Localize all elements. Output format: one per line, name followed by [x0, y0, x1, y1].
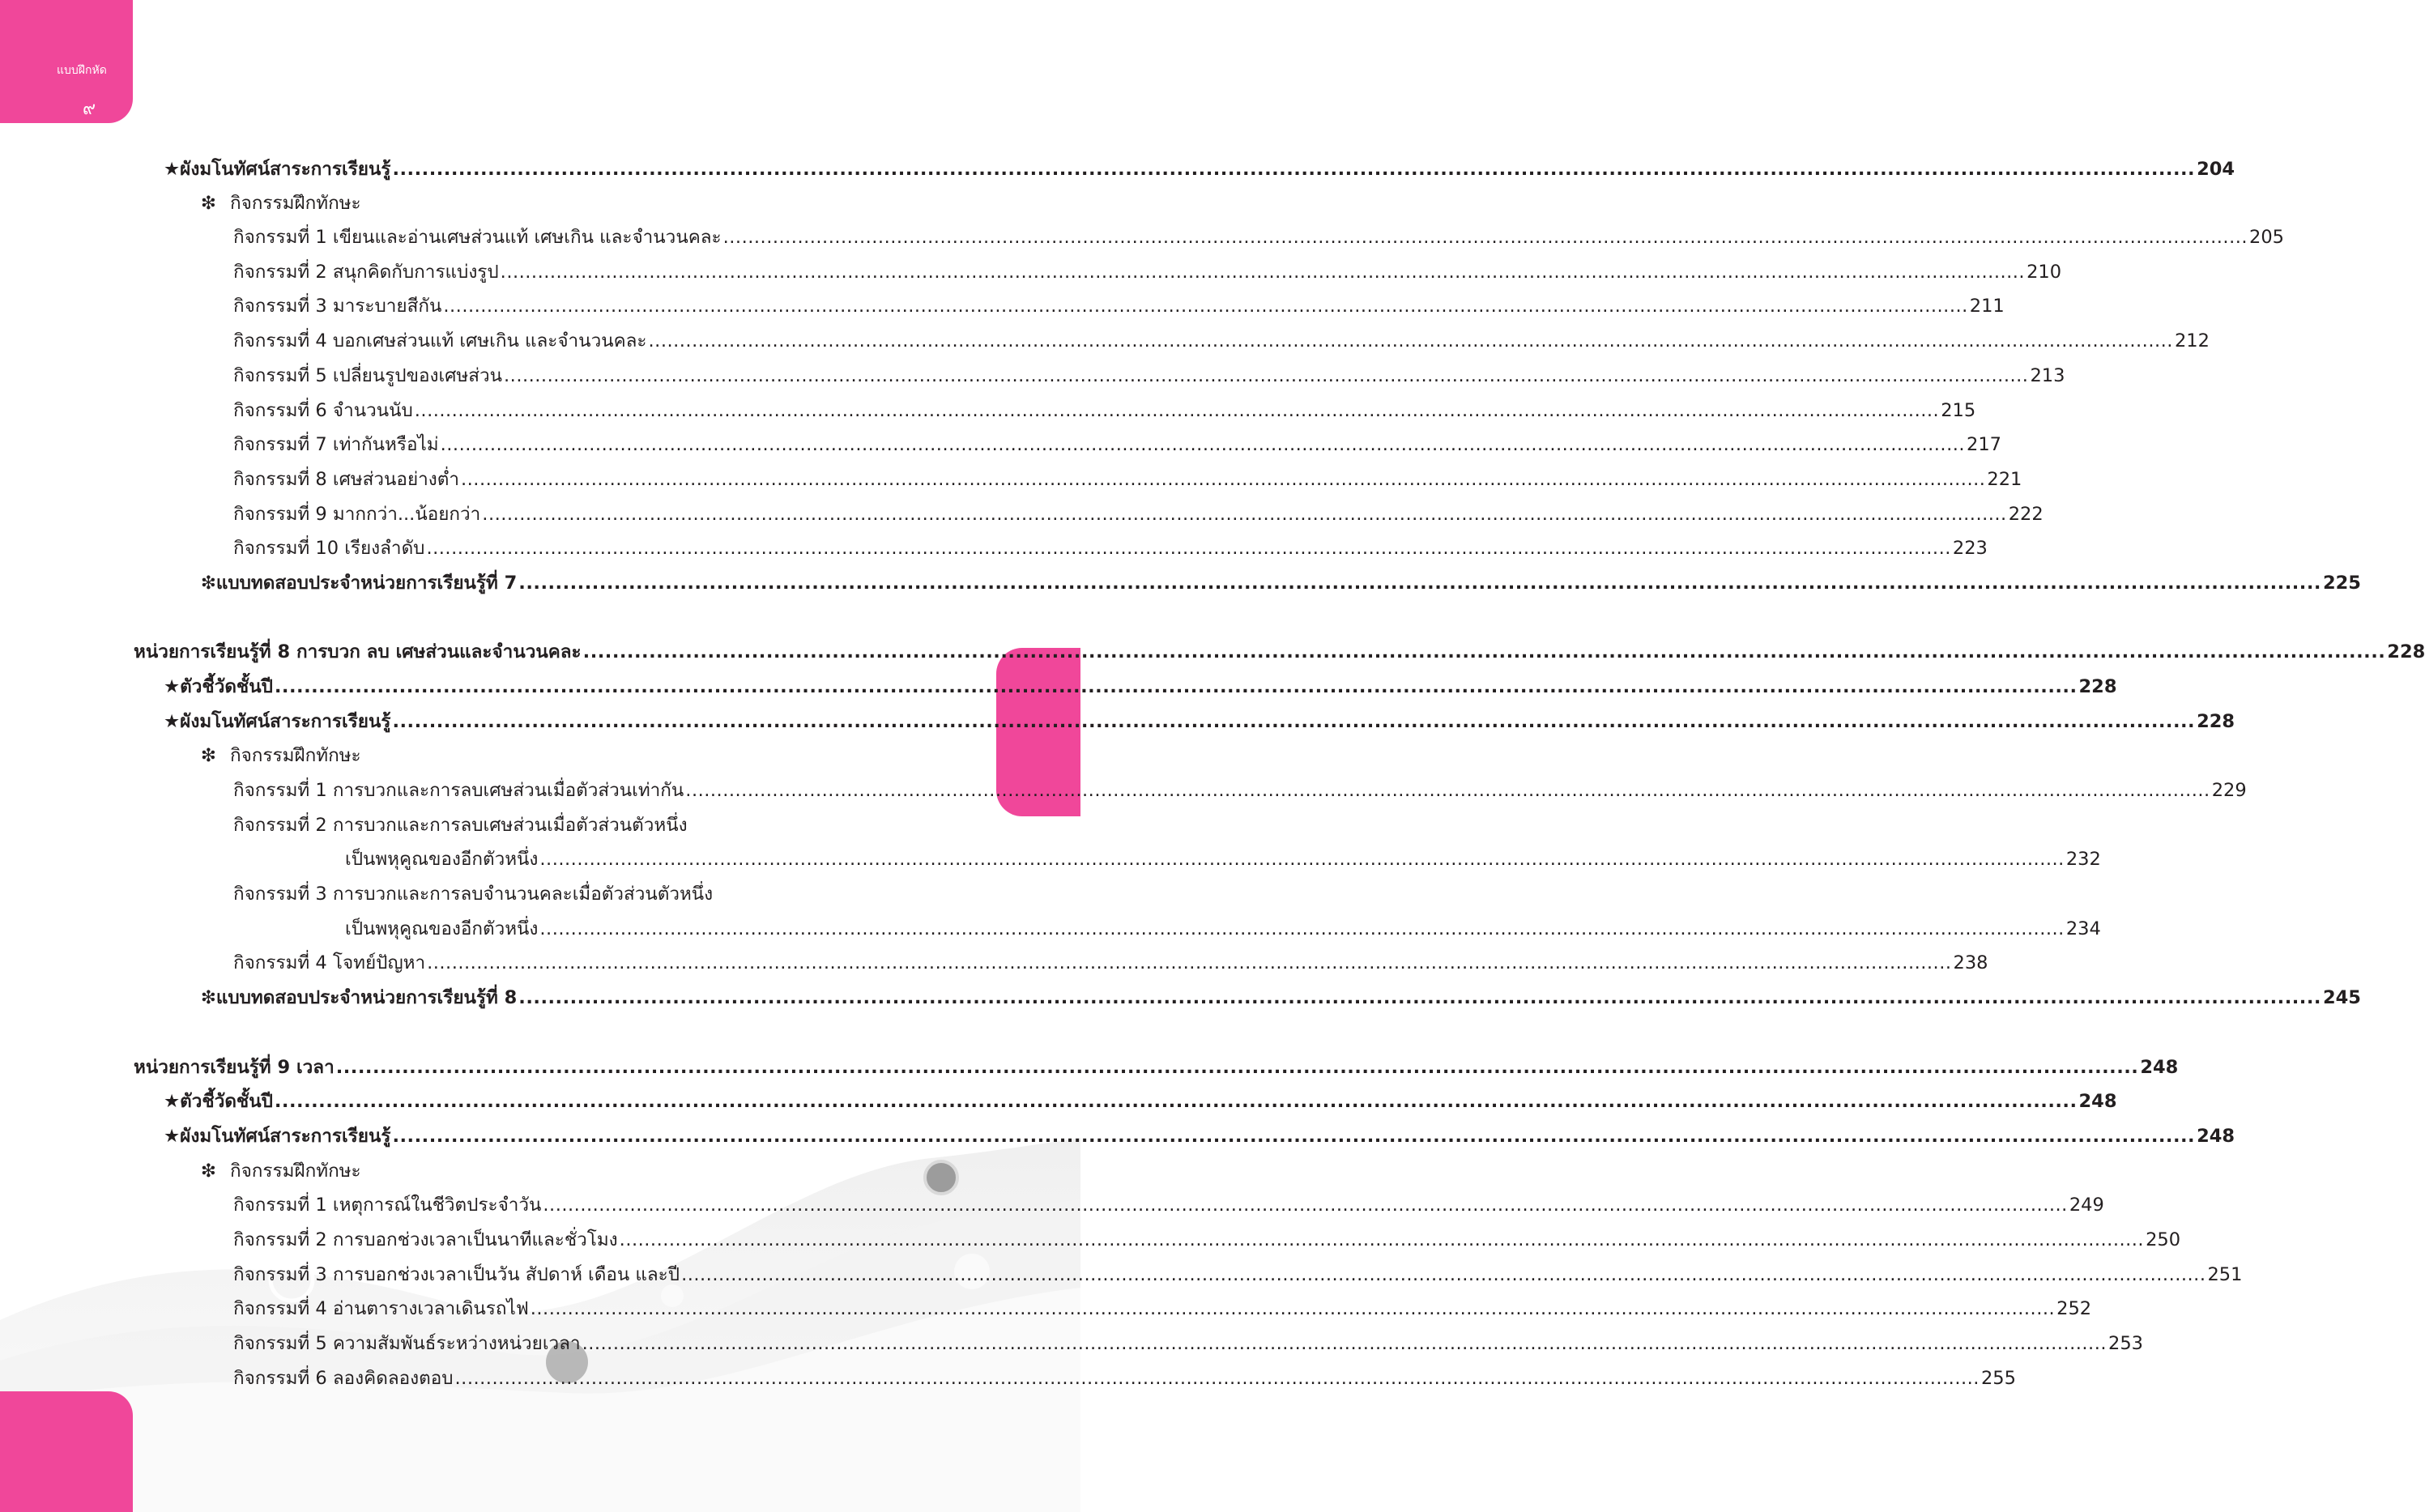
dot-leader: ......................................................................................................................................................................................................................................................	[648, 330, 2173, 351]
toc-entry-title: ผังมโนทัศน์สาระการเรียนรู้	[180, 711, 391, 732]
toc-entry-title: กิจกรรมที่ 10 เรียงลำดับ	[233, 538, 425, 559]
dot-leader: ......................................................................................................................................................................................................................................................	[504, 365, 2029, 386]
toc-entry-page: 217	[1967, 434, 2001, 455]
toc-entry[interactable]	[201, 571, 2361, 595]
toc-entry-page: 228	[2078, 676, 2117, 697]
dot-leader: ......................................................................................................................................................................................................................................................	[539, 918, 2065, 939]
toc-entry-title: กิจกรรมที่ 4 บอกเศษส่วนแท้ เศษเกิน และจำนวนคละ	[233, 330, 647, 351]
toc-entry-page: 248	[2140, 1057, 2179, 1078]
toc-entry-page: 211	[1969, 296, 2005, 317]
toc-entry-page: 248	[2078, 1091, 2117, 1112]
toc-entry[interactable]	[201, 1159, 361, 1183]
toc-entry-page: 251	[2207, 1264, 2243, 1285]
toc-entry-title: กิจกรรมที่ 2 การบวกและการลบเศษส่วนเมื่อตัวส่วนตัวหนึ่ง	[233, 815, 688, 836]
dot-leader: ......................................................................................................................................................................................................................................................	[392, 1126, 2196, 1147]
toc-entry[interactable]	[233, 1228, 2181, 1252]
toc-entry-page: 210	[2027, 262, 2062, 283]
toc-entry-page: 248	[2197, 1126, 2235, 1147]
dot-leader: ......................................................................................................................................................................................................................................................	[392, 711, 2196, 732]
dot-leader: ......................................................................................................................................................................................................................................................	[482, 504, 2007, 525]
toc-entry-title: กิจกรรมที่ 3 มาระบายสีกัน	[233, 296, 442, 317]
footer-tab	[0, 1391, 133, 1512]
toc-entry-page: 228	[2387, 641, 2425, 662]
toc-entry-title: กิจกรรมที่ 1 การบวกและการลบเศษส่วนเมื่อตัวส่วนเท่ากัน	[233, 780, 684, 801]
toc-entry-page: 223	[1952, 538, 1988, 559]
toc-entry[interactable]	[233, 260, 2062, 284]
dot-leader: ......................................................................................................................................................................................................................................................	[530, 1298, 2056, 1319]
toc-entry[interactable]	[345, 847, 2101, 871]
toc-entry[interactable]	[233, 467, 2022, 492]
toc-entry[interactable]	[134, 1055, 2179, 1080]
toc-entry[interactable]	[233, 364, 2065, 388]
dot-leader: ......................................................................................................................................................................................................................................................	[543, 1195, 2068, 1216]
dot-leader: ......................................................................................................................................................................................................................................................	[443, 296, 1968, 317]
page-number: ๙	[83, 99, 96, 119]
toc-entry-title: กิจกรรมที่ 8 เศษส่วนอย่างต่ำ	[233, 469, 459, 490]
toc-entry[interactable]	[164, 1124, 2235, 1148]
toc-entry-title: กิจกรรมที่ 9 มากกว่า...น้อยกว่า	[233, 504, 481, 525]
toc-entry[interactable]	[164, 1089, 2117, 1114]
toc-entry[interactable]	[164, 709, 2235, 734]
toc-entry-title: กิจกรรมที่ 6 ลองคิดลองตอบ	[233, 1368, 454, 1389]
toc-entry-page: 234	[2065, 918, 2101, 939]
toc-entry-title: เป็นพหุคูณของอีกตัวหนึ่ง	[345, 849, 539, 870]
toc-entry-title: ผังมโนทัศน์สาระการเรียนรู้	[180, 1126, 391, 1147]
toc-entry-title: กิจกรรมฝึกทักษะ	[230, 1161, 361, 1182]
dot-leader: ......................................................................................................................................................................................................................................................	[500, 262, 2026, 283]
asterisk-icon: ❇	[201, 1161, 216, 1182]
toc-entry[interactable]	[345, 917, 2101, 941]
toc-entry-page: 253	[2108, 1333, 2143, 1354]
toc-entry[interactable]	[201, 191, 361, 215]
toc-entry-page: 255	[1980, 1368, 2016, 1389]
toc-entry[interactable]	[233, 1263, 2243, 1287]
toc-entry-title: แบบทดสอบประจำหน่วยการเรียนรู้ที่ 8	[215, 987, 518, 1008]
toc-entry[interactable]	[233, 432, 2001, 457]
toc-entry-page: 222	[2008, 504, 2044, 525]
toc-entry-page: 252	[2056, 1298, 2092, 1319]
dot-leader: ......................................................................................................................................................................................................................................................	[518, 987, 2321, 1008]
toc-entry-page: 204	[2197, 159, 2235, 180]
toc-entry-title: กิจกรรมที่ 1 เขียนและอ่านเศษส่วนแท้ เศษเกิน และจำนวนคละ	[233, 227, 722, 248]
toc-entry-page: 238	[1953, 952, 1988, 973]
toc-entry-title: ตัวชี้วัดชั้นปี	[180, 676, 273, 697]
star-icon: ★	[164, 1126, 181, 1147]
toc-entry[interactable]	[233, 951, 1988, 975]
toc-entry-title: กิจกรรมที่ 4 โจทย์ปัญหา	[233, 952, 426, 973]
toc-entry-title: หน่วยการเรียนรู้ที่ 8 การบวก ลบ เศษส่วนและจำนวนคละ	[134, 641, 582, 662]
dot-leader: ......................................................................................................................................................................................................................................................	[427, 952, 1952, 973]
dot-leader: ......................................................................................................................................................................................................................................................	[335, 1057, 2139, 1078]
toc-entry-title: กิจกรรมที่ 6 จำนวนนับ	[233, 400, 413, 421]
header-label: แบบฝึกหัด	[57, 64, 107, 77]
toc-entry-title: กิจกรรมที่ 2 สนุกคิดกับการแบ่งรูป	[233, 262, 499, 283]
dot-leader: ......................................................................................................................................................................................................................................................	[392, 159, 2196, 180]
toc-entry-title: กิจกรรมที่ 1 เหตุการณ์ในชีวิตประจำวัน	[233, 1195, 542, 1216]
dot-leader: ......................................................................................................................................................................................................................................................	[274, 676, 2078, 697]
toc-entry-page: 205	[2249, 227, 2284, 248]
dot-leader: ......................................................................................................................................................................................................................................................	[414, 400, 1940, 421]
toc-entry-title: กิจกรรมที่ 3 การบอกช่วงเวลาเป็นวัน สัปดาห์ เดือน และปี	[233, 1264, 680, 1285]
toc-entry-title: กิจกรรมที่ 3 การบวกและการลบจำนวนคละเมื่อตัวส่วนตัวหนึ่ง	[233, 884, 714, 905]
star-icon: ★	[164, 711, 181, 732]
dot-leader: ......................................................................................................................................................................................................................................................	[582, 1333, 2107, 1354]
dot-leader: ......................................................................................................................................................................................................................................................	[461, 469, 1986, 490]
dot-leader: ......................................................................................................................................................................................................................................................	[518, 573, 2321, 594]
star-icon: ★	[164, 676, 181, 697]
toc-entry-title: เป็นพหุคูณของอีกตัวหนึ่ง	[345, 918, 539, 939]
dot-leader: ......................................................................................................................................................................................................................................................	[539, 849, 2065, 870]
toc-entry[interactable]	[233, 398, 1976, 423]
toc-entry-title: กิจกรรมที่ 2 การบอกช่วงเวลาเป็นนาทีและชั่วโมง	[233, 1229, 618, 1250]
toc-entry[interactable]	[233, 778, 2247, 803]
toc-entry[interactable]	[164, 157, 2235, 181]
toc-entry-page: 221	[1987, 469, 2022, 490]
toc-entry-title: หน่วยการเรียนรู้ที่ 9 เวลา	[134, 1057, 335, 1078]
dot-leader: ......................................................................................................................................................................................................................................................	[722, 227, 2248, 248]
toc-entry-page: 250	[2146, 1229, 2181, 1250]
toc-entry-title: ตัวชี้วัดชั้นปี	[180, 1091, 273, 1112]
toc-entry-page: 212	[2174, 330, 2210, 351]
toc-entry-title: กิจกรรมที่ 7 เท่ากันหรือไม่	[233, 434, 439, 455]
toc-entry[interactable]	[201, 986, 2361, 1010]
dot-leader: ......................................................................................................................................................................................................................................................	[681, 1264, 2206, 1285]
toc-entry[interactable]	[233, 536, 1988, 560]
header-tab	[0, 0, 133, 123]
toc-entry-page: 228	[2197, 711, 2235, 732]
toc-entry-page: 249	[2069, 1195, 2104, 1216]
dot-leader: ......................................................................................................................................................................................................................................................	[426, 538, 1951, 559]
toc-entry[interactable]	[134, 640, 2425, 664]
toc-entry-page: 232	[2065, 849, 2101, 870]
toc-entry-title: ผังมโนทัศน์สาระการเรียนรู้	[180, 159, 391, 180]
toc-entry[interactable]	[233, 1366, 2016, 1391]
star-icon: ★	[164, 159, 181, 180]
dot-leader: ......................................................................................................................................................................................................................................................	[440, 434, 1966, 455]
asterisk-icon: ❇	[201, 193, 216, 214]
toc-entry[interactable]	[233, 1331, 2143, 1356]
toc-entry[interactable]	[233, 225, 2284, 249]
dot-leader: ......................................................................................................................................................................................................................................................	[619, 1229, 2145, 1250]
toc-entry-page: 245	[2322, 987, 2361, 1008]
toc-entry-title: กิจกรรมที่ 4 อ่านตารางเวลาเดินรถไฟ	[233, 1298, 529, 1319]
asterisk-icon: ❇	[201, 745, 216, 766]
toc-entry-title: กิจกรรมที่ 5 เปลี่ยนรูปของเศษส่วน	[233, 365, 503, 386]
toc-entry[interactable]	[233, 502, 2044, 526]
toc-entry-title: กิจกรรมฝึกทักษะ	[230, 193, 361, 214]
toc-entry[interactable]	[164, 675, 2117, 699]
star-icon: ★	[164, 1091, 181, 1112]
dot-leader: ......................................................................................................................................................................................................................................................	[274, 1091, 2078, 1112]
asterisk-icon: ❇	[201, 573, 216, 594]
toc-entry-title: แบบทดสอบประจำหน่วยการเรียนรู้ที่ 7	[215, 573, 518, 594]
toc-entry[interactable]	[201, 743, 361, 768]
decorative-dot-right	[923, 1160, 959, 1195]
dot-leader: ......................................................................................................................................................................................................................................................	[685, 780, 2210, 801]
toc-entry-page: 225	[2322, 573, 2361, 594]
toc-entry[interactable]	[233, 1297, 2092, 1321]
toc-entry-title: กิจกรรมที่ 5 ความสัมพันธ์ระหว่างหน่วยเวลา	[233, 1333, 581, 1354]
toc-entry-page: 213	[2030, 365, 2065, 386]
toc-entry[interactable]	[233, 1193, 2104, 1217]
toc-entry[interactable]	[233, 294, 2005, 318]
dot-leader: ......................................................................................................................................................................................................................................................	[454, 1368, 1980, 1389]
toc-entry-title: กิจกรรมฝึกทักษะ	[230, 745, 361, 766]
asterisk-icon: ❇	[201, 987, 216, 1008]
toc-entry[interactable]	[233, 882, 713, 906]
toc-entry[interactable]	[233, 813, 688, 837]
dot-leader: ......................................................................................................................................................................................................................................................	[582, 641, 2386, 662]
toc-entry-page: 215	[1941, 400, 1976, 421]
toc-entry-page: 229	[2211, 780, 2247, 801]
toc-entry[interactable]	[233, 329, 2210, 353]
